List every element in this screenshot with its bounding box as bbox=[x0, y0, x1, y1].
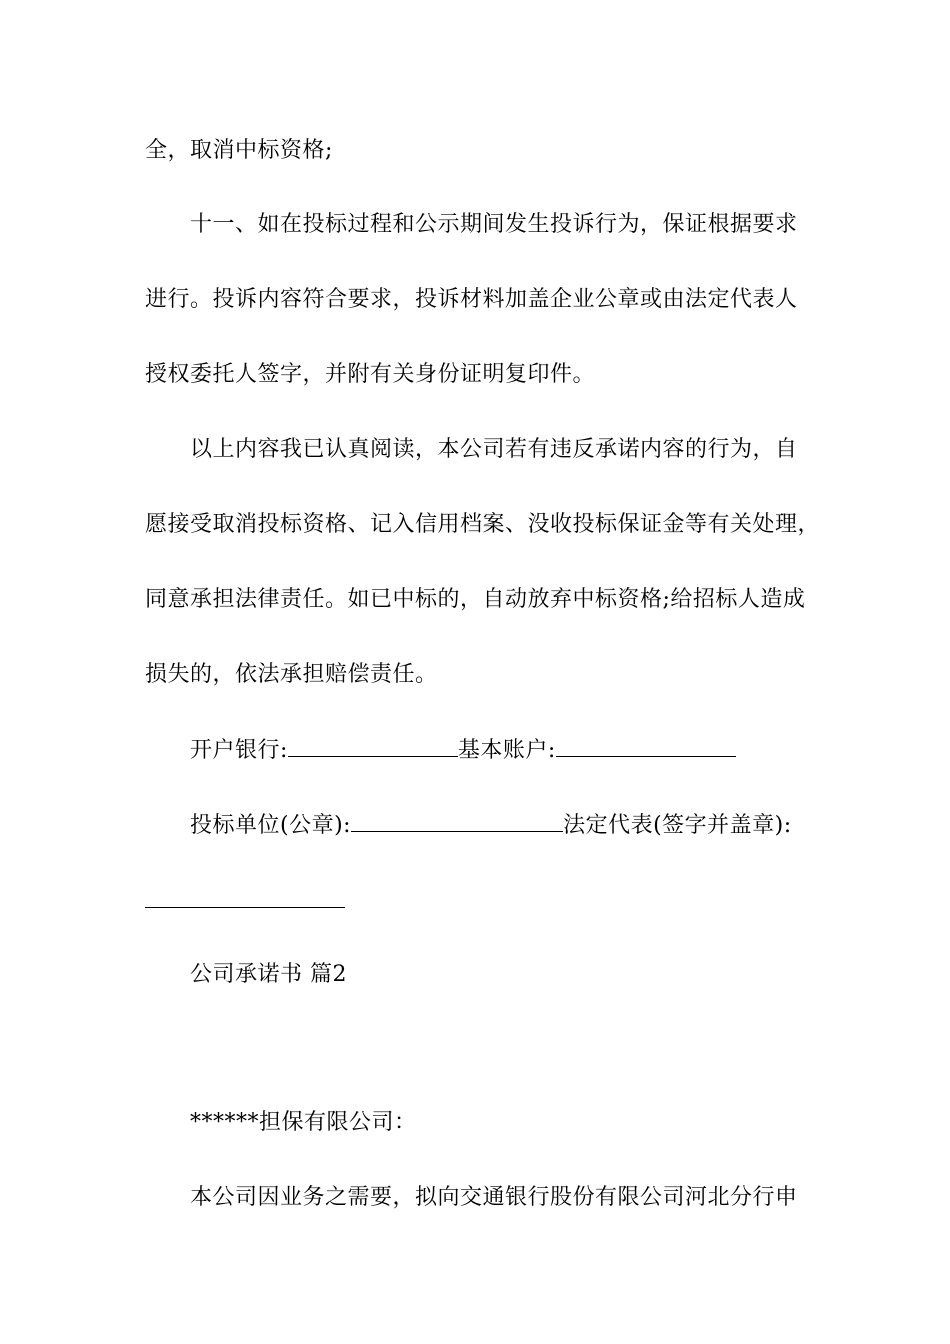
paragraph-line: 进行。投诉内容符合要求，投诉材料加盖企业公章或由法定代表人 bbox=[145, 287, 798, 312]
recipient-line: ******担保有限公司： bbox=[190, 1110, 417, 1135]
legal-rep-blank bbox=[145, 907, 345, 908]
paragraph-line: 愿接受取消投标资格、记入信用档案、没收投标保证金等有关处理， bbox=[145, 512, 821, 537]
bidder-blank bbox=[351, 811, 563, 832]
paragraph-line: 十一、如在投标过程和公示期间发生投诉行为，保证根据要求 bbox=[190, 212, 798, 237]
paragraph-line: 本公司因业务之需要，拟向交通银行股份有限公司河北分行申 bbox=[190, 1185, 798, 1210]
bidder-label: 投标单位(公章): bbox=[190, 813, 352, 838]
bank-account-row bbox=[190, 736, 736, 765]
account-label: 基本账户: bbox=[457, 738, 556, 763]
section-title: 公司承诺书 篇2 bbox=[190, 962, 347, 987]
paragraph-line: 损失的，依法承担赔偿责任。 bbox=[145, 662, 438, 687]
legal-rep-label: 法定代表(签字并盖章): bbox=[563, 813, 792, 838]
signature-row bbox=[190, 811, 792, 840]
account-blank bbox=[556, 736, 736, 757]
paragraph-line: 全，取消中标资格; bbox=[145, 138, 333, 163]
paragraph-line: 授权委托人签字，并附有关身份证明复印件。 bbox=[145, 362, 596, 387]
paragraph-line: 同意承担法律责任。如已中标的，自动放弃中标资格;给招标人造成 bbox=[145, 587, 806, 612]
paragraph-line: 以上内容我已认真阅读，本公司若有违反承诺内容的行为，自 bbox=[190, 437, 798, 462]
bank-blank bbox=[288, 736, 458, 757]
bank-label: 开户银行: bbox=[190, 738, 288, 763]
